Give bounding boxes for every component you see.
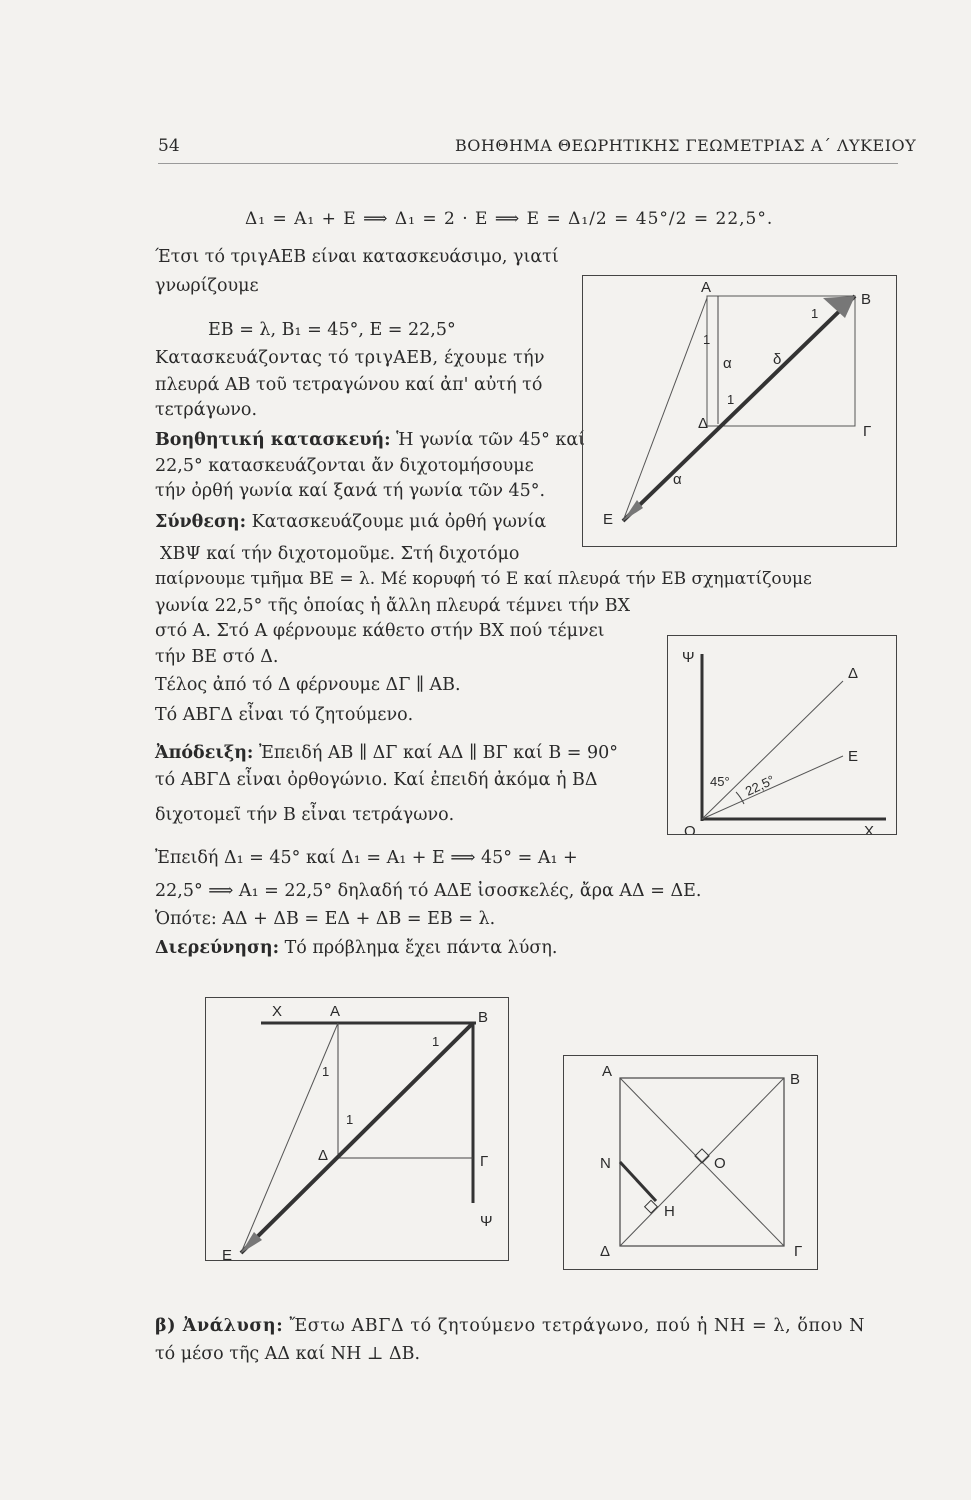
label-angle-1: 1 — [346, 1112, 354, 1127]
angle-b1-hatch — [823, 296, 855, 318]
text-segment: Ἔστω ΑΒΓΔ τό ζητούμενο τετράγωνο, πού ἡ ΝΗ = λ, ὅπου Ν — [283, 1316, 866, 1336]
text-line: Ὁπότε: ΑΔ + ΔΒ = ΕΔ + ΔΒ = ΕΒ = λ. — [155, 909, 496, 929]
label-alpha: α — [723, 355, 732, 372]
label-x: Χ — [864, 823, 875, 834]
text-line: τήν ΒΕ στό Δ. — [155, 647, 279, 667]
label-delta: δ — [773, 351, 782, 368]
figure-3 — [205, 997, 509, 1261]
discussion-label: Διερεύνηση: — [155, 938, 280, 958]
text-segment: Τό πρόβλημα ἔχει πάντα λύση. — [279, 938, 558, 958]
label-angle-22-5: 22,5° — [742, 772, 777, 799]
paragraph-discussion — [155, 936, 557, 960]
label-a: Α — [602, 1063, 613, 1080]
label-d: Δ — [600, 1243, 611, 1260]
text-line: πλευρά ΑΒ τοῦ τετραγώνου καί ἀπ' αὐτή τό — [155, 375, 543, 395]
label-angle-1: 1 — [703, 332, 711, 347]
right-angle-o — [695, 1149, 709, 1163]
label-e: Ε — [848, 748, 859, 765]
label-alpha: α — [673, 471, 682, 488]
figure-3-drawing — [206, 998, 508, 1260]
figure-1-drawing — [583, 276, 896, 546]
analysis-label: β) Ἀνάλυση: — [155, 1316, 284, 1336]
page-number: 54 — [158, 136, 180, 156]
proof-label: Ἀπόδειξη: — [155, 743, 254, 763]
text-segment: Κατασκευάζουμε μιά ὀρθή γωνία — [246, 512, 547, 532]
figure-4-drawing — [564, 1056, 817, 1269]
label-h: Η — [664, 1203, 675, 1220]
right-angle-h — [645, 1200, 658, 1213]
text-line: τετράγωνο. — [155, 400, 258, 420]
text-line: 22,5° ⟹ Α₁ = 22,5° δηλαδή τό ΑΔΕ ἰσοσκελές, ἄρα ΑΔ = ΔΕ. — [155, 881, 702, 901]
label-a: Α — [701, 279, 712, 296]
side-ea — [623, 298, 707, 521]
text-line: Ἐπειδή Δ₁ = 45° καί Δ₁ = Α₁ + Ε ⟹ 45° = Α₁ + — [155, 848, 578, 868]
label-x: Χ — [272, 1003, 283, 1020]
label-g: Γ — [794, 1243, 803, 1260]
text-line: παίρνουμε τμῆμα ΒΕ = λ. Μέ κορυφή τό Ε καί πλευρά τήν ΕΒ σχηματίζουμε — [155, 569, 812, 589]
label-g: Γ — [863, 423, 872, 440]
label-psi: Ψ — [480, 1213, 493, 1230]
figure-2-drawing — [668, 636, 896, 834]
label-d: Δ — [318, 1147, 329, 1164]
bisector-od — [702, 681, 843, 819]
paragraph-synthesis — [155, 510, 546, 534]
label-angle-1: 1 — [322, 1064, 330, 1079]
formula-line-2: ΕΒ = λ, Β₁ = 45°, Ε = 22,5° — [208, 320, 456, 340]
text-line: 22,5° κατασκευάζονται ἄν διχοτομήσουμε — [155, 456, 534, 476]
label-n: Ν — [600, 1155, 611, 1172]
text-line: τό ΑΒΓΔ εἶναι ὀρθογώνιο. Καί ἐπειδή ἀκόμα ἡ ΒΔ — [155, 770, 598, 790]
label-o: Ο — [714, 1155, 726, 1172]
label-e: Ε — [222, 1247, 233, 1260]
text-line: Έτσι τό τριγΑΕΒ είναι κατασκευάσιμο, γιατί — [155, 247, 559, 267]
text-line: Κατασκευάζοντας τό τριγΑΕΒ, έχουμε τήν — [155, 348, 545, 368]
label-o: Ο — [684, 823, 696, 834]
label-b: Β — [790, 1071, 801, 1088]
text-line: γνωρίζουμε — [155, 276, 259, 296]
text-line: Τό ΑΒΓΔ εἶναι τό ζητούμενο. — [155, 705, 414, 725]
label-psi: Ψ — [682, 649, 695, 666]
segment-nh — [620, 1162, 656, 1201]
paragraph-proof — [155, 741, 618, 765]
header-rule — [158, 163, 898, 164]
text-segment: Ἐπειδή ΑΒ ∥ ΔΓ καί ΑΔ ∥ ΒΓ καί Β = 90° — [253, 743, 619, 763]
label-b: Β — [478, 1009, 489, 1026]
label-d: Δ — [848, 665, 859, 682]
diagonal-eb — [623, 296, 855, 521]
label-angle-1: 1 — [811, 306, 819, 321]
label-d: Δ — [698, 415, 709, 432]
label-angle-1: 1 — [432, 1034, 440, 1049]
aux-construction-label: Βοηθητική κατασκευή: — [155, 430, 391, 450]
figure-2 — [667, 635, 897, 835]
paragraph-aux-construction — [155, 428, 585, 452]
label-a: Α — [330, 1003, 341, 1020]
text-line: διχοτομεῖ τήν Β εἶναι τετράγωνο. — [155, 805, 455, 825]
text-line: τήν ὀρθή γωνία καί ξανά τή γωνία τῶν 45°. — [155, 481, 546, 501]
label-e: Ε — [603, 511, 614, 528]
text-line: στό Α. Στό Α φέρνουμε κάθετο στήν ΒΧ πού τέμνει — [155, 621, 605, 641]
bisector-be — [241, 1023, 473, 1253]
text-line: γωνία 22,5° τῆς ὁποίας ἡ ἄλλη πλευρά τέμνει τήν ΒΧ — [155, 596, 631, 616]
running-title: ΒΟΗΘΗΜΑ ΘΕΩΡΗΤΙΚΗΣ ΓΕΩΜΕΤΡΙΑΣ Α΄ ΛΥΚΕΙΟΥ — [455, 136, 917, 155]
text-line: Τέλος ἀπό τό Δ φέρνουμε ΔΓ ∥ ΑΒ. — [155, 675, 461, 695]
label-angle-1: 1 — [727, 392, 735, 407]
text-segment: Ἡ γωνία τῶν 45° καί — [390, 430, 586, 450]
text-line: ΧΒΨ καί τήν διχοτομοῦμε. Στή διχοτόμο — [160, 544, 520, 564]
label-b: Β — [861, 291, 872, 308]
figure-1 — [582, 275, 897, 547]
synthesis-label: Σύνθεση: — [155, 512, 247, 532]
formula-line-1: Δ₁ = Α₁ + Ε ⟹ Δ₁ = 2 · Ε ⟹ Ε = Δ₁/2 = 45°/2 = 22,5°. — [245, 209, 774, 229]
segment-ea — [241, 1023, 338, 1253]
paragraph-analysis-b — [155, 1314, 865, 1338]
figure-4 — [563, 1055, 818, 1270]
label-g: Γ — [480, 1153, 489, 1170]
label-angle-45: 45° — [710, 774, 730, 789]
text-line: τό μέσο τῆς ΑΔ καί ΝΗ ⊥ ΔΒ. — [155, 1344, 421, 1364]
